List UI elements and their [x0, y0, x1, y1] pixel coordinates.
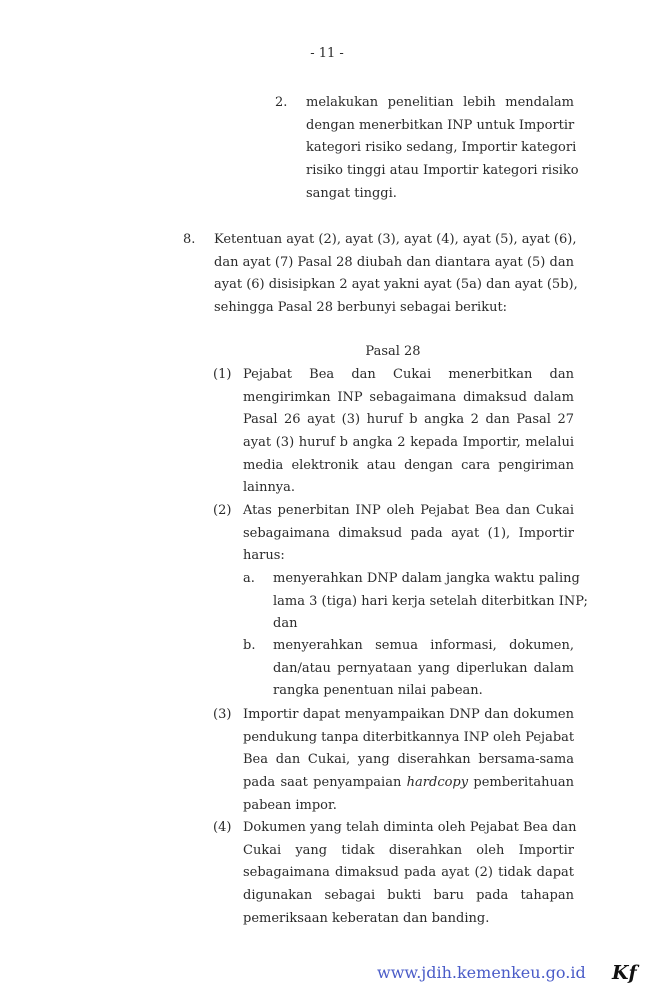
text-line: ayat (6) disisipkan 2 ayat yakni ayat (5a) dan ayat (5b),	[214, 277, 578, 293]
item-number: (3)	[213, 707, 232, 722]
ayat-2	[213, 500, 574, 568]
text-line: dan ayat (7) Pasal 28 diubah dan diantara ayat (5) dan	[214, 254, 574, 270]
italic-term: hardcopy	[406, 775, 469, 791]
text-line: lainnya.	[243, 480, 296, 496]
text-line: kategori risiko sedang, Importir kategori	[306, 140, 577, 156]
text-line: risiko tinggi atau Importir kategori risiko	[306, 163, 579, 179]
text-line: pendukung tanpa diterbitkannya INP oleh Pejabat	[243, 729, 575, 745]
text-line: media elektronik atau dengan cara pengiriman	[243, 457, 574, 473]
text-line: dengan menerbitkan INP untuk Importir	[306, 117, 575, 133]
pasal-title: Pasal 28	[365, 344, 421, 359]
text-line: sehingga Pasal 28 berbunyi sebagai berikut:	[214, 300, 508, 316]
list-item-2	[275, 92, 579, 205]
text-line: harus:	[243, 548, 285, 564]
item-number: a.	[243, 571, 255, 586]
item-number: (2)	[213, 503, 232, 518]
item-number: (1)	[213, 367, 232, 382]
text-line: menyerahkan semua informasi, dokumen,	[273, 638, 574, 653]
text-line: Pasal 26 ayat (3) huruf b angka 2 dan Pasal 27	[243, 412, 574, 428]
item-number: b.	[243, 638, 256, 653]
text-line: menyerahkan DNP dalam jangka waktu paling	[273, 571, 580, 586]
text-line: Importir dapat menyampaikan DNP dan dokumen	[243, 707, 574, 722]
item-number: (4)	[213, 820, 232, 835]
huruf-a	[243, 568, 588, 636]
text-line: pada saat penyampaian hardcopy pemberitahuan	[243, 775, 574, 791]
ayat-3	[213, 704, 575, 817]
text-line: sangat tinggi.	[306, 185, 397, 201]
ayat-1	[213, 364, 574, 500]
text-line: Ketentuan ayat (2), ayat (3), ayat (4), ayat (5), ayat (6),	[214, 232, 577, 247]
footer-website-link[interactable]: www.jdih.kemenkeu.go.id	[377, 963, 586, 982]
text-line: dan/atau pernyataan yang diperlukan dalam	[273, 660, 574, 676]
text-line: lama 3 (tiga) hari kerja setelah diterbitkan INP;	[273, 593, 588, 609]
initials-signature: Kf	[612, 962, 637, 984]
text-line: rangka penentuan nilai pabean.	[273, 683, 483, 699]
text-line: Bea dan Cukai, yang diserahkan bersama-sama	[243, 752, 574, 768]
text-line: pemeriksaan keberatan dan banding.	[243, 910, 490, 926]
text-line: pabean impor.	[243, 797, 337, 813]
text-line: Cukai yang tidak diserahkan oleh Importir	[243, 842, 574, 858]
text-line: dan	[273, 616, 298, 632]
text-line: mengirimkan INP sebagaimana dimaksud dalam	[243, 389, 574, 405]
text-line: Dokumen yang telah diminta oleh Pejabat Bea dan	[243, 820, 577, 835]
text-line: Pejabat Bea dan Cukai menerbitkan dan	[243, 367, 574, 382]
text-line: ayat (3) huruf b angka 2 kepada Importir, melalui	[243, 435, 574, 451]
item-number: 2.	[275, 95, 288, 110]
text-line: melakukan penelitian lebih mendalam	[306, 95, 574, 110]
text-line: sebagaimana dimaksud pada ayat (2) tidak dapat	[243, 865, 574, 881]
huruf-b	[243, 635, 574, 703]
page-number: - 11 -	[310, 46, 344, 61]
text-line: sebagaimana dimaksud pada ayat (1), Importir	[243, 525, 574, 541]
text-line: digunakan sebagai bukti baru pada tahapan	[243, 888, 574, 904]
ayat-4	[213, 817, 577, 930]
item-number: 8.	[183, 232, 196, 247]
list-item-8	[183, 229, 578, 320]
text-line: Atas penerbitan INP oleh Pejabat Bea dan Cukai	[243, 503, 574, 518]
